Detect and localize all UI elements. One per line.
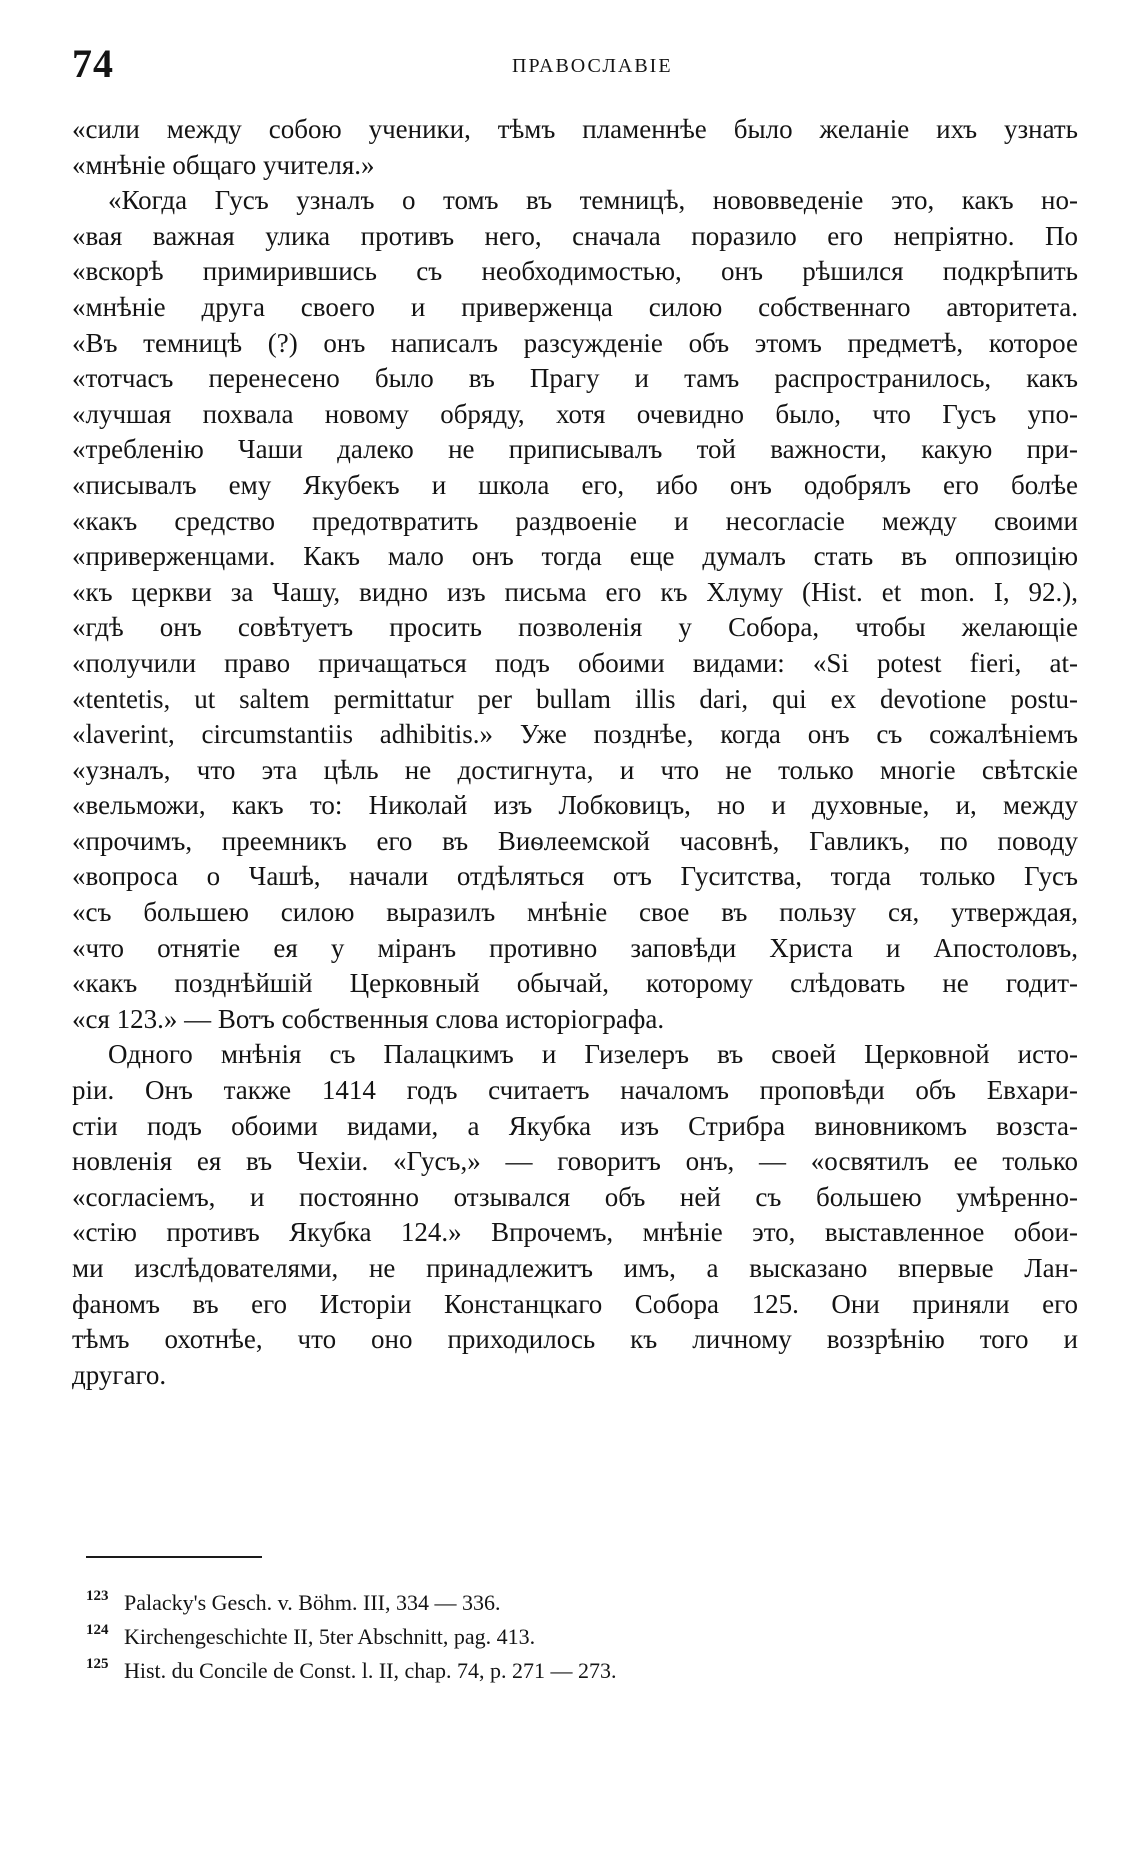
text-line: «laverint, circumstantiis adhibitis.» Уже позднѣе, когда онъ съ сожалѣніемъ xyxy=(72,719,1078,750)
text-line: «вскорѣ примирившись съ необходимостью, онъ рѣшился подкрѣпить xyxy=(72,256,1078,287)
footnote-divider xyxy=(86,1556,262,1558)
footnote xyxy=(86,1654,986,1688)
text-line: Одного мнѣнія съ Палацкимъ и Гизелеръ въ своей Церковной исто- xyxy=(108,1039,1078,1070)
text-line: «ся 123.» — Вотъ собственныя слова исторіографа. xyxy=(72,1003,665,1034)
text-line: «приверженцами. Какъ мало онъ тогда еще думалъ стать въ оппозицію xyxy=(72,541,1078,572)
text-line: «лучшая похвала новому обряду, хотя очевидно было, что Гусъ упо- xyxy=(72,398,1078,429)
footnote-number: 124 xyxy=(86,1622,109,1638)
text-line: «Когда Гусъ узналъ о томъ въ темницѣ, нововведеніе это, какъ но- xyxy=(108,185,1078,216)
footnote xyxy=(86,1586,986,1620)
footnote-number: 125 xyxy=(86,1656,109,1672)
text-line: «прочимъ, преемникъ его въ Виѳлеемской часовнѣ, Гавликъ, по поводу xyxy=(72,825,1078,856)
text-line: другаго. xyxy=(72,1359,167,1390)
text-line: «вая важная улика противъ него, сначала поразило его непріятно. По xyxy=(72,220,1078,251)
text-line: «какъ позднѣйшій Церковный обычай, которому слѣдовать не годит- xyxy=(72,968,1078,999)
footnote-text: Hist. du Concile de Const. l. II, chap. 74, p. 271 — 273. xyxy=(124,1658,617,1683)
text-line: «Въ темницѣ (?) онъ написалъ разсужденіе объ этомъ предметѣ, которое xyxy=(72,327,1078,358)
text-line: «вельможи, какъ то: Николай изъ Лобковицъ, но и духовные, и, между xyxy=(72,790,1078,821)
text-line: «что отнятіе ея у міранъ противно заповѣди Христа и Апостоловъ, xyxy=(72,932,1078,963)
text-line: тѣмъ охотнѣе, что оно приходилось къ личному воззрѣнію того и xyxy=(72,1324,1078,1355)
text-line: «вопроса о Чашѣ, начали отдѣляться отъ Гуситства, тогда только Гусъ xyxy=(72,861,1078,892)
footnotes xyxy=(86,1586,986,1688)
text-line: ріи. Онъ также 1414 годъ считаетъ началомъ проповѣди объ Евхари- xyxy=(72,1075,1078,1106)
text-line: стіи подъ обоими видами, а Якубка изъ Стрибра виновникомъ возста- xyxy=(72,1110,1078,1141)
footnote-text: Palacky's Gesch. v. Böhm. III, 334 — 336. xyxy=(124,1590,501,1615)
text-line: новленія ея въ Чехіи. «Гусъ,» — говоритъ онъ, — «освятилъ ее только xyxy=(72,1146,1078,1177)
text-line: «мнѣніе общаго учителя.» xyxy=(72,149,375,180)
text-line: «какъ средство предотвратить раздвоеніе и несогласіе между своими xyxy=(72,505,1078,536)
text-line: «согласіемъ, и постоянно отзывался объ ней съ большею умѣренно- xyxy=(72,1181,1078,1212)
text-line: «узналъ, что эта цѣль не достигнута, и что не только многіе свѣтскіе xyxy=(72,754,1078,785)
text-line: «сили между собою ученики, тѣмъ пламеннѣе было желаніе ихъ узнать xyxy=(72,114,1078,144)
text-line: «требленію Чаши далеко не приписывалъ той важности, какую при- xyxy=(72,434,1078,465)
page-header xyxy=(72,40,1072,90)
text-line: фаномъ въ его Исторіи Констанцкаго Собора 125. Они приняли его xyxy=(72,1288,1078,1319)
running-title: ПРАВОСЛАВІЕ xyxy=(512,55,673,77)
footnote xyxy=(86,1620,986,1654)
footnote-number: 123 xyxy=(86,1588,109,1604)
footnote-text: Kirchengeschichte II, 5ter Abschnitt, pag. 413. xyxy=(124,1624,536,1649)
text-line: «tentetis, ut saltem permittatur per bullam illis dari, qui ex devotione postu- xyxy=(72,683,1078,714)
text-line: «къ церкви за Чашу, видно изъ письма его къ Хлуму (Hist. et mon. I, 92.), xyxy=(72,576,1078,607)
text-line: «стію противъ Якубка 124.» Впрочемъ, мнѣніе это, выставленное обои- xyxy=(72,1217,1078,1248)
text-line: «гдѣ онъ совѣтуетъ просить позволенія у Собора, чтобы желающіе xyxy=(72,612,1078,643)
body-text xyxy=(72,112,1078,1393)
text-line: «съ большею силою выразилъ мнѣніе свое въ пользу ся, утверждая, xyxy=(72,897,1078,928)
text-line: «мнѣніе друга своего и приверженца силою собственнаго авторитета. xyxy=(72,291,1078,322)
text-line: «писывалъ ему Якубекъ и школа его, ибо онъ одобрялъ его болѣе xyxy=(72,469,1078,500)
text-line: ми изслѣдователями, не принадлежитъ имъ, а высказано впервые Лан- xyxy=(72,1253,1078,1283)
page-number: 74 xyxy=(72,41,114,86)
text-line: «тотчасъ перенесено было въ Прагу и тамъ распространилось, какъ xyxy=(72,363,1078,394)
text-line: «получили право причащаться подъ обоими видами: «Si potest fieri, at- xyxy=(72,647,1078,678)
